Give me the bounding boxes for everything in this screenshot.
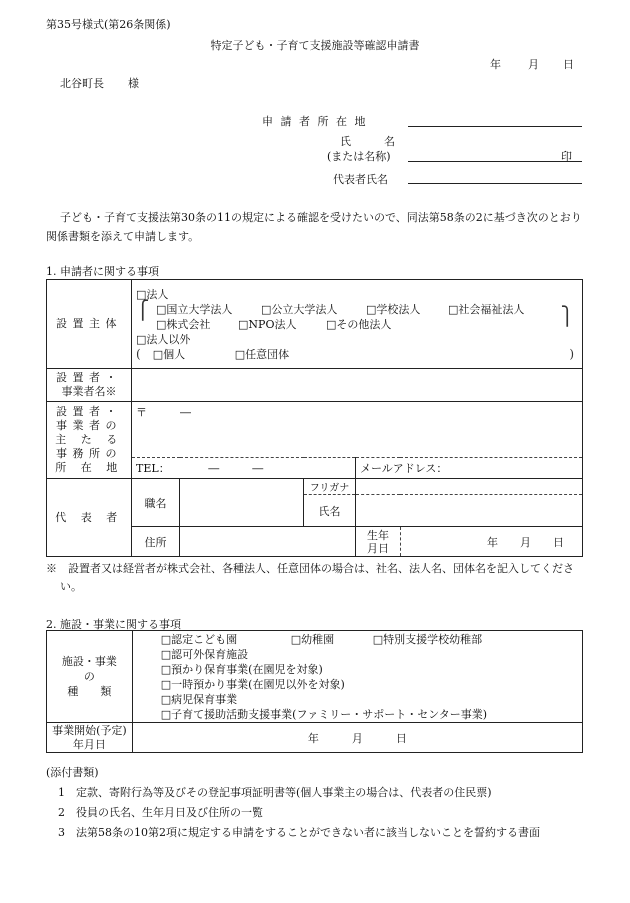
applicant-address-label: 申 請 者 所 在 地 xyxy=(262,115,368,128)
start-label-line1: 事業開始(予定) xyxy=(52,723,127,737)
start-label-line2: 年月日 xyxy=(72,737,106,751)
birth-label-line2: 月日 xyxy=(366,541,389,555)
facility-type-label xyxy=(47,631,133,723)
founder-name-label xyxy=(47,369,132,402)
applicant-name-line[interactable] xyxy=(408,161,582,162)
representative-name-line[interactable] xyxy=(408,183,582,184)
option-extended-care[interactable]: □預かり保育事業(在園児を対象) xyxy=(160,662,323,676)
furigana-field[interactable] xyxy=(355,479,582,495)
option-sick-child-care[interactable]: □病児保育事業 xyxy=(160,692,238,706)
job-title-label: 職名 xyxy=(132,479,180,527)
email-label: メールアドレス： xyxy=(359,462,448,475)
attachment-item-3: 3 法第58条の10第2項に規定する申請をすることができない者に該当しないことを誓約する書面 xyxy=(58,826,540,839)
corp-school[interactable]: □学校法人 xyxy=(366,302,421,316)
address-field[interactable] xyxy=(180,527,356,557)
office-address-field[interactable] xyxy=(132,402,583,458)
office-label-line3: 主 た る xyxy=(55,433,123,446)
form-number: 第35号様式(第26条関係) xyxy=(46,18,171,31)
setup-options xyxy=(132,280,583,369)
option-kodomoen[interactable]: □認定こども園 xyxy=(160,632,238,646)
founder-label-line1: 設置者・ xyxy=(56,371,123,384)
left-bracket-icon: ⎧ xyxy=(136,299,150,321)
date-day: 日 xyxy=(563,58,574,71)
setup-label: 設置主体 xyxy=(47,280,132,369)
applicant-name-label: 氏 名 xyxy=(340,135,395,148)
rep-name-label: 氏名 xyxy=(304,495,356,527)
non-corp-individual[interactable]: □個人 xyxy=(152,347,186,361)
option-unlicensed-nursery[interactable]: □認可外保育施設 xyxy=(160,647,249,661)
office-label-line5: 所 在 地 xyxy=(55,461,123,474)
job-title-field[interactable] xyxy=(180,479,304,527)
facility-type-options xyxy=(132,631,582,723)
office-label-line2: 事業者の xyxy=(56,419,123,432)
seal-mark: 印 xyxy=(561,150,572,163)
type-label-line3: 種 類 xyxy=(67,685,112,698)
note-text: ※ 設置者又は経営者が株式会社、各種法人、任意団体の場合は、社名、法人名、団体名を記入してください。 xyxy=(46,562,574,593)
right-paren-icon: ) xyxy=(569,346,574,361)
corp-stock-company[interactable]: □株式会社 xyxy=(156,317,211,331)
start-date-field[interactable]: 年 月 日 xyxy=(132,723,582,753)
furigana-label: フリガナ xyxy=(304,479,356,495)
page-title: 特定子ども・子育て支援施設等確認申請書 xyxy=(210,39,420,52)
date-year: 年 xyxy=(490,58,501,71)
postal-code: 〒 ― xyxy=(136,406,192,419)
birth-date-field[interactable]: 年 月 日 xyxy=(400,527,582,557)
corp-npo[interactable]: □NPO法人 xyxy=(238,317,297,331)
email-field[interactable] xyxy=(355,458,582,479)
rep-name-field[interactable] xyxy=(355,495,582,527)
option-temporary-care[interactable]: □一時預かり事業(在園児以外を対象) xyxy=(160,677,345,691)
representative-label: 代 表 者 xyxy=(47,479,132,557)
applicant-address-line[interactable] xyxy=(408,126,582,127)
option-special-support[interactable]: □特別支援学校幼稚部 xyxy=(372,632,483,646)
option-family-support[interactable]: □子育て援助活動支援事業(ファミリー・サポート・センター事業) xyxy=(160,707,488,721)
facility-table xyxy=(46,630,583,753)
corp-other[interactable]: □その他法人 xyxy=(326,317,392,331)
tel-field[interactable]: TEL： ― ― xyxy=(132,458,356,479)
addressee-honorific: 様 xyxy=(128,77,139,90)
non-corp-checkbox[interactable]: □法人以外 xyxy=(136,332,191,346)
corp-social-welfare[interactable]: □社会福祉法人 xyxy=(448,302,525,316)
office-address-label xyxy=(47,402,132,479)
corp-checkbox[interactable]: □法人 xyxy=(136,287,169,301)
birth-date-label xyxy=(355,527,400,557)
option-kindergarten[interactable]: □幼稚園 xyxy=(290,632,335,646)
left-paren-icon: ( xyxy=(136,346,141,361)
address-label: 住所 xyxy=(132,527,180,557)
intro-text: 子ども・子育て支援法第30条の11の規定による確認を受けたいので、同法第58条の2に基づき次のとおり関係書類を添えて申請します。 xyxy=(46,211,582,243)
office-label-line4: 事務所の xyxy=(56,447,123,460)
birth-label-line1: 生年 xyxy=(366,528,389,542)
start-date-label xyxy=(47,723,133,753)
section1-heading: 1. 申請者に関する事項 xyxy=(46,265,159,278)
corp-national-univ[interactable]: □国立大学法人 xyxy=(156,302,233,316)
representative-name-label: 代表者氏名 xyxy=(333,173,388,186)
founder-name-field[interactable] xyxy=(132,369,583,402)
attachment-item-2: 2 役員の氏名、生年月日及び住所の一覧 xyxy=(58,806,263,819)
attachment-item-1: 1 定款、寄附行為等及びその登記事項証明書等(個人事業主の場合は、代表者の住民票) xyxy=(58,786,492,799)
section2-heading: 2. 施設・事業に関する事項 xyxy=(46,618,181,631)
office-label-line1: 設置者・ xyxy=(56,405,123,418)
type-label-line1: 施設・事業 xyxy=(61,655,117,668)
non-corp-voluntary[interactable]: □任意団体 xyxy=(234,347,290,361)
right-bracket-icon: ⎫ xyxy=(560,305,574,327)
type-label-line2: の xyxy=(83,670,95,683)
applicant-table xyxy=(46,279,583,557)
applicant-name-label-sub: (または名称) xyxy=(327,150,391,163)
corp-public-univ[interactable]: □公立大学法人 xyxy=(261,302,338,316)
founder-label-line2: 事業者名※ xyxy=(61,385,117,398)
date-month: 月 xyxy=(528,58,539,71)
addressee-name: 北谷町長 xyxy=(60,77,104,90)
attachments-heading: (添付書類) xyxy=(46,766,99,779)
